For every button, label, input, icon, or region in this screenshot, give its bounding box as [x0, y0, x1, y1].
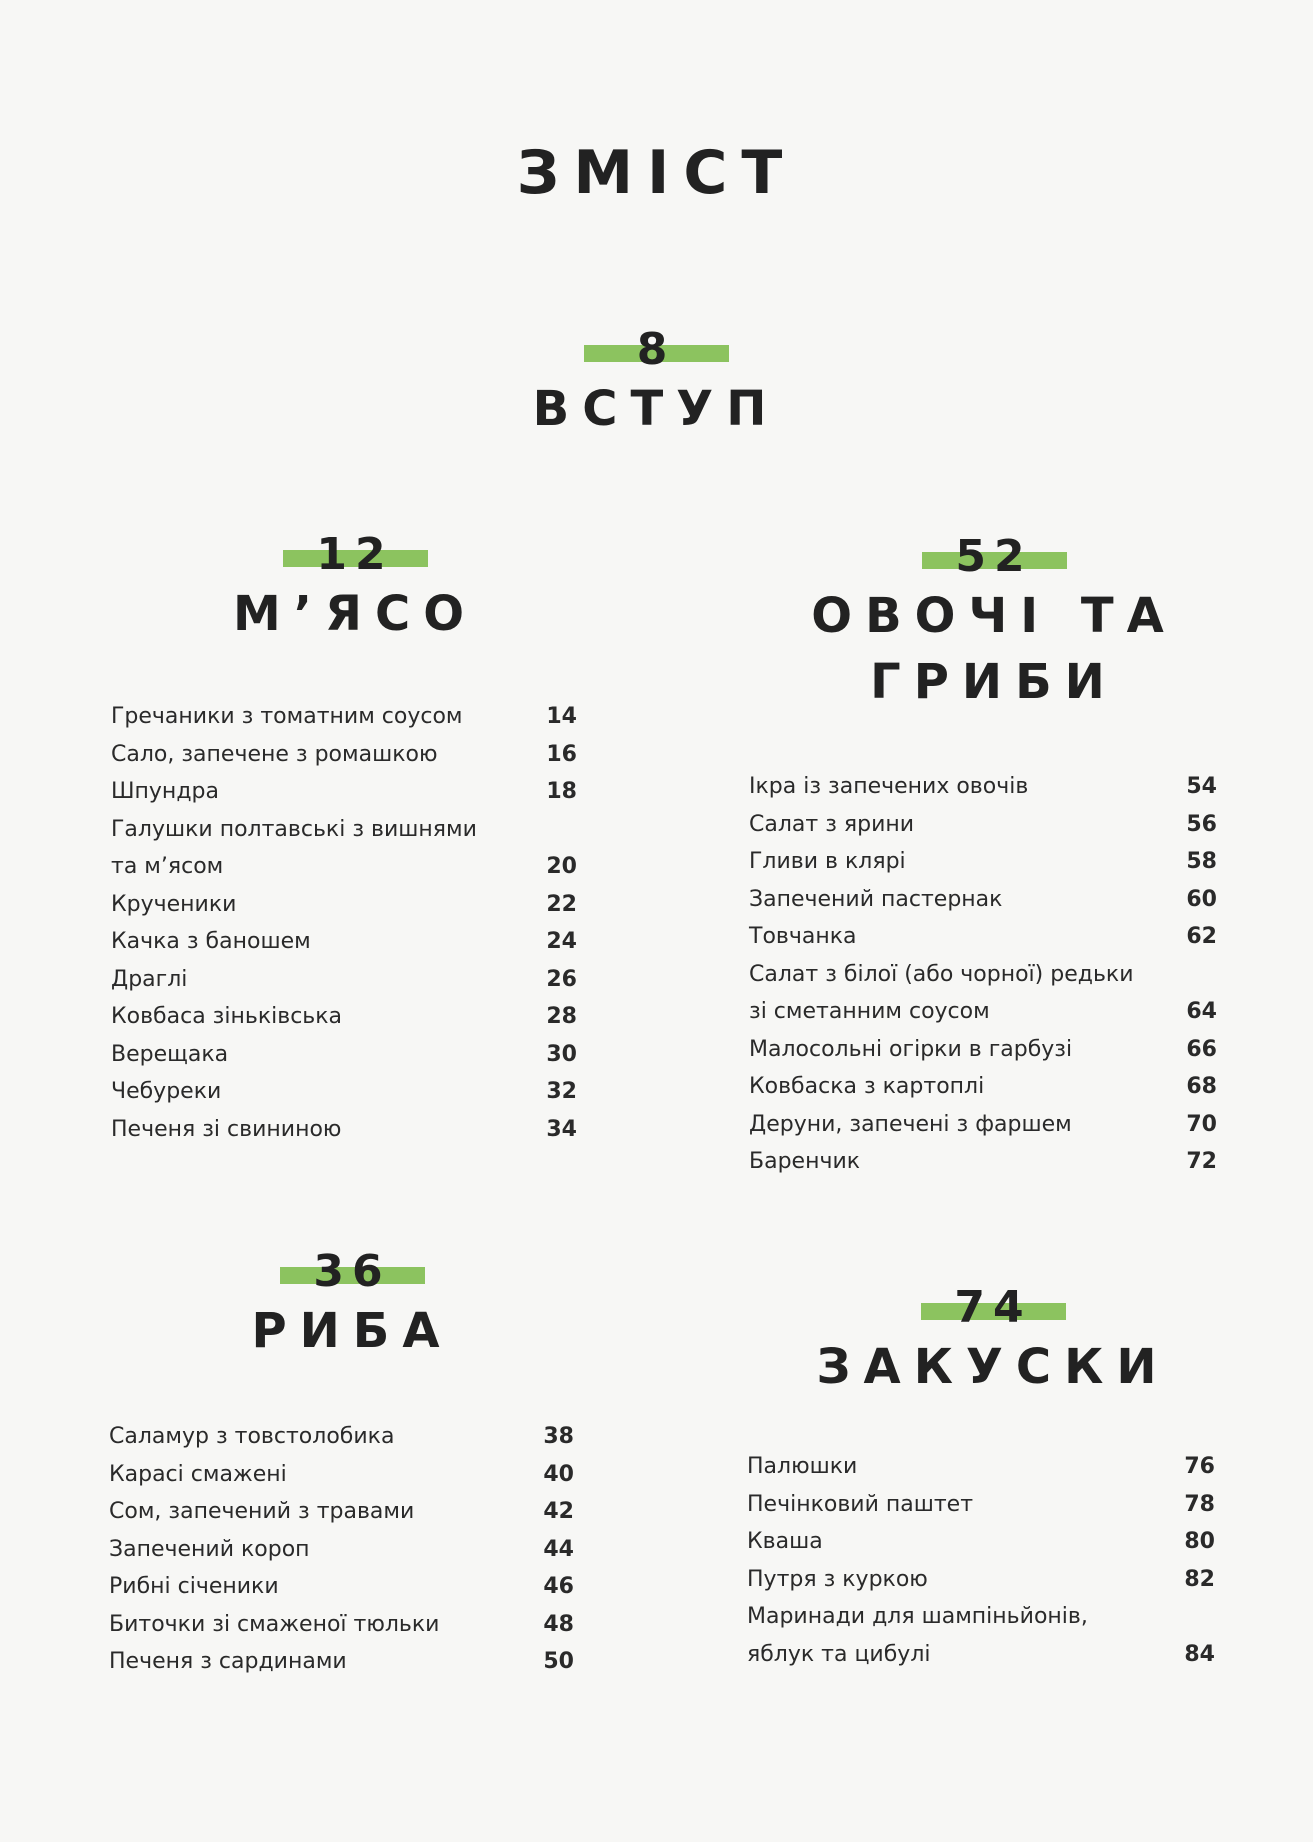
recipe-name: Салат з білої (або чорної) редьки: [749, 961, 1134, 987]
recipe-name: Деруни, запечені з фаршем: [749, 1111, 1072, 1137]
recipe-name: яблук та цибулі: [747, 1641, 931, 1667]
section-title: ВСТУП: [532, 381, 780, 437]
toc-entry: [111, 886, 577, 924]
toc-entry: [747, 1523, 1215, 1561]
toc-entry: [109, 1531, 574, 1569]
recipe-name: Гливи в клярі: [749, 849, 906, 874]
section-page-number: 12: [316, 529, 394, 580]
recipe-page-number: 26: [546, 966, 577, 992]
recipe-name: Сало, запечене з ромашкою: [111, 741, 438, 767]
toc-entry: [747, 1448, 1215, 1486]
section-intro: [506, 325, 806, 441]
recipe-name: Ковбаса зіньківська: [111, 1004, 343, 1029]
toc-entry: [111, 736, 577, 774]
toc-entry: [111, 923, 577, 961]
section-title: ЗАКУСКИ: [816, 1339, 1170, 1395]
recipe-name: Ковбаска з картоплі: [749, 1074, 985, 1099]
section-snacks: [793, 1283, 1193, 1399]
recipe-name: Печінковий паштет: [747, 1491, 974, 1517]
recipe-page-number: 24: [546, 929, 577, 954]
recipe-page-number: 44: [543, 1536, 574, 1562]
recipe-name: зі сметанним соусом: [749, 999, 990, 1024]
recipe-name: Саламур з товстолобика: [109, 1424, 395, 1449]
recipe-name: Ікра із запечених овочів: [749, 774, 1029, 799]
recipe-name: Печеня з сардинами: [109, 1649, 347, 1674]
recipe-page-number: 84: [1184, 1641, 1215, 1667]
toc-entry: [749, 843, 1217, 881]
recipe-name: Качка з баношем: [111, 929, 311, 954]
recipe-name: Биточки зі смаженої тюльки: [109, 1611, 440, 1637]
toc-entry: [749, 918, 1217, 956]
recipe-page-number: 60: [1186, 886, 1217, 912]
toc-entry: [111, 961, 577, 999]
section-page-number: 8: [636, 324, 676, 375]
recipe-name: Галушки полтавські з вишнями: [111, 816, 477, 842]
toc-entry: [111, 773, 577, 811]
recipe-name: та м’ясом: [111, 854, 224, 879]
recipe-name: Палюшки: [747, 1454, 858, 1479]
toc-entry: [749, 768, 1217, 806]
toc-entry: [747, 1486, 1215, 1524]
recipe-page-number: 70: [1186, 1111, 1217, 1137]
toc-entry: [749, 881, 1217, 919]
toc-entry: [747, 1636, 1215, 1674]
recipe-name: Карасі смажені: [109, 1461, 287, 1487]
recipe-name: Крученики: [111, 891, 237, 917]
recipe-page-number: 34: [546, 1116, 577, 1142]
recipe-name: Чебуреки: [111, 1079, 222, 1104]
section-page-number: 36: [313, 1246, 391, 1297]
toc-entry: [111, 1111, 577, 1149]
recipe-page-number: 22: [546, 891, 577, 917]
recipe-page-number: 18: [546, 779, 577, 804]
recipe-name: Малосольні огірки в гарбузі: [749, 1036, 1073, 1062]
recipe-page-number: 50: [543, 1649, 574, 1674]
recipe-name: Салат з ярини: [749, 811, 915, 837]
recipe-name: Рибні січеники: [109, 1574, 279, 1599]
meat-recipe-list: [111, 698, 577, 1148]
section-page-number: 74: [954, 1282, 1032, 1333]
recipe-name: Верещака: [111, 1041, 229, 1067]
toc-entry: [109, 1643, 574, 1681]
toc-entry: [749, 1031, 1217, 1069]
section-veg: [794, 532, 1194, 714]
recipe-name: Печеня зі свининою: [111, 1116, 342, 1142]
recipe-name: Гречаники з томатним соусом: [111, 704, 463, 729]
section-title-line-2: ГРИБИ: [870, 654, 1118, 710]
recipe-page-number: 68: [1186, 1074, 1217, 1099]
recipe-page-number: 40: [543, 1461, 574, 1487]
toc-entry: [747, 1561, 1215, 1599]
toc-entry: [111, 998, 577, 1036]
section-page-number: 52: [955, 531, 1033, 582]
toc-entry: [749, 1143, 1217, 1181]
toc-entry: [109, 1456, 574, 1494]
recipe-name: Маринади для шампіньйонів,: [747, 1604, 1088, 1629]
section-fish: [202, 1247, 502, 1363]
section-title-line-1: ОВОЧІ ТА: [811, 588, 1177, 644]
toc-entry: [749, 993, 1217, 1031]
recipe-name: Запечений короп: [109, 1536, 310, 1562]
recipe-page-number: 80: [1184, 1529, 1215, 1554]
toc-entry: [749, 1106, 1217, 1144]
recipe-name: Запечений пастернак: [749, 886, 1003, 912]
toc-entry: [109, 1606, 574, 1644]
toc-entry: [111, 698, 577, 736]
recipe-page-number: 32: [546, 1079, 577, 1104]
recipe-page-number: 48: [543, 1611, 574, 1637]
toc-entry: [109, 1418, 574, 1456]
toc-entry: [109, 1568, 574, 1606]
recipe-page-number: 42: [543, 1499, 574, 1524]
recipe-name: Товчанка: [749, 924, 857, 949]
recipe-name: Кваша: [747, 1529, 823, 1554]
recipe-page-number: 38: [543, 1424, 574, 1449]
recipe-page-number: 64: [1186, 999, 1217, 1024]
toc-entry: [749, 956, 1217, 994]
recipe-page-number: 62: [1186, 924, 1217, 949]
recipe-page-number: 72: [1186, 1149, 1217, 1174]
toc-entry: [111, 811, 577, 849]
toc-entry: [749, 806, 1217, 844]
recipe-page-number: 58: [1186, 849, 1217, 874]
recipe-page-number: 28: [546, 1004, 577, 1029]
recipe-page-number: 78: [1184, 1491, 1215, 1517]
recipe-page-number: 82: [1184, 1566, 1215, 1592]
fish-recipe-list: [109, 1418, 574, 1681]
section-title: РИБА: [251, 1303, 453, 1359]
recipe-page-number: 54: [1186, 774, 1217, 799]
toc-entry: [111, 1073, 577, 1111]
toc-entry: [747, 1598, 1215, 1636]
toc-entry: [749, 1068, 1217, 1106]
recipe-name: Драглі: [111, 966, 188, 992]
recipe-page-number: 46: [543, 1574, 574, 1599]
recipe-page-number: 76: [1184, 1454, 1215, 1479]
recipe-page-number: 14: [546, 704, 577, 729]
recipe-page-number: 16: [546, 741, 577, 767]
toc-entry: [109, 1493, 574, 1531]
toc-entry: [111, 1036, 577, 1074]
recipe-name: Путря з куркою: [747, 1566, 928, 1592]
section-meat: [205, 530, 505, 646]
recipe-page-number: 66: [1186, 1036, 1217, 1062]
page-title: ЗМІСТ: [516, 138, 797, 208]
recipe-page-number: 20: [546, 854, 577, 879]
snacks-recipe-list: [747, 1448, 1215, 1673]
recipe-page-number: 30: [546, 1041, 577, 1067]
recipe-page-number: 56: [1186, 811, 1217, 837]
section-title: М’ЯСО: [233, 586, 477, 642]
recipe-name: Баренчик: [749, 1149, 861, 1174]
recipe-name: Шпундра: [111, 779, 219, 804]
veg-recipe-list: [749, 768, 1217, 1181]
recipe-name: Сом, запечений з травами: [109, 1499, 415, 1524]
toc-entry: [111, 848, 577, 886]
